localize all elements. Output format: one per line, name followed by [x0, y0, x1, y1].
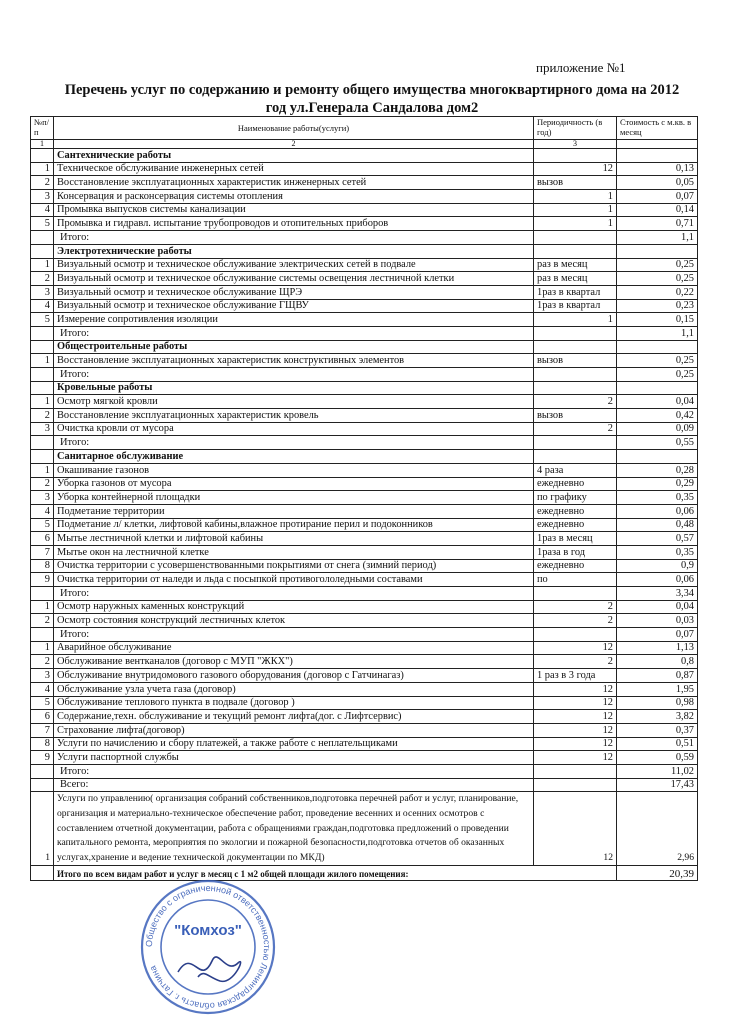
row-name: Очистка территории с усовершенствованными покрытиями от снега (зимний период): [54, 559, 534, 573]
subtotal-row: [31, 436, 698, 450]
table-row: [31, 395, 698, 409]
table-row: [31, 203, 698, 217]
table-row: [31, 559, 698, 573]
row-number: 3: [31, 285, 54, 299]
row-period: 1: [534, 190, 617, 204]
row-period: ежедневно: [534, 518, 617, 532]
row-name: Восстановление эксплуатационных характеристик кровель: [54, 409, 534, 423]
table-row: [31, 422, 698, 436]
row-name: Визуальный осмотр и техническое обслуживание ГЩВУ: [54, 299, 534, 313]
row-period: ежедневно: [534, 504, 617, 518]
table-row: [31, 682, 698, 696]
row-cost: 0,51: [617, 737, 698, 751]
row-cost: 0,09: [617, 422, 698, 436]
table-row: [31, 477, 698, 491]
title-line-1: Перечень услуг по содержанию и ремонту общего имущества многоквартирного дома на 2012: [64, 82, 680, 98]
row-cost: 0,55: [617, 436, 698, 450]
table-row: [31, 614, 698, 628]
row-cost: 0,29: [617, 477, 698, 491]
row-period: 2: [534, 614, 617, 628]
section-header-row: [31, 244, 698, 258]
row-period: 1раз в квартал: [534, 285, 617, 299]
table-row: [31, 737, 698, 751]
row-name: Мытье окон на лестничной клетке: [54, 545, 534, 559]
row-name: Итого:: [54, 436, 534, 450]
row-number: [31, 587, 54, 601]
section-title: Кровельные работы: [54, 381, 534, 395]
row-number: 4: [31, 299, 54, 313]
row-name: Итого:: [54, 587, 534, 601]
row-number: 1: [31, 600, 54, 614]
section-header-row: [31, 450, 698, 464]
row-period: 12: [534, 751, 617, 765]
row-cost: 1,1: [617, 231, 698, 245]
row-number: 3: [31, 669, 54, 683]
row-period: 1: [534, 203, 617, 217]
section-title: Санитарное обслуживание: [54, 450, 534, 464]
row-cost: [617, 340, 698, 354]
row-period: [534, 244, 617, 258]
row-period: 12: [534, 737, 617, 751]
company-stamp: [138, 877, 278, 1017]
table-row: [31, 217, 698, 231]
row-period: 4 раза: [534, 463, 617, 477]
row-period: ежедневно: [534, 559, 617, 573]
subtotal-row: [31, 587, 698, 601]
row-period: 12: [534, 792, 617, 866]
section-header-row: [31, 381, 698, 395]
row-number: 8: [31, 737, 54, 751]
row-period: раз в месяц: [534, 272, 617, 286]
row-cost: 0,48: [617, 518, 698, 532]
row-period: 2: [534, 655, 617, 669]
table-row: [31, 162, 698, 176]
row-name: Подметание л/ клетки, лифтовой кабины,влажное протирание перил и подоконников: [54, 518, 534, 532]
row-number: 2: [31, 614, 54, 628]
header-cost: Стоимость с м.кв. в месяц: [617, 117, 698, 140]
subtotal-row: [31, 231, 698, 245]
table-row: [31, 299, 698, 313]
section-header-row: [31, 340, 698, 354]
row-cost: 0,9: [617, 559, 698, 573]
row-number: 7: [31, 545, 54, 559]
row-name: Осмотр мягкой кровли: [54, 395, 534, 409]
row-name: Окашивание газонов: [54, 463, 534, 477]
row-period: [534, 436, 617, 450]
row-cost: 0,28: [617, 463, 698, 477]
grand-total-value: 20,39: [617, 866, 698, 881]
row-number: 2: [31, 477, 54, 491]
row-period: 1 раз в 3 года: [534, 669, 617, 683]
row-period: ежедневно: [534, 477, 617, 491]
row-number: 1: [31, 395, 54, 409]
row-number: 5: [31, 217, 54, 231]
row-cost: 0,25: [617, 354, 698, 368]
section-title: Электротехнические работы: [54, 244, 534, 258]
signature-scribble: [178, 957, 241, 981]
row-name: Уборка газонов от мусора: [54, 477, 534, 491]
row-period: 1раз в месяц: [534, 532, 617, 546]
table-row: [31, 696, 698, 710]
row-number: 3: [31, 491, 54, 505]
row-period: 2: [534, 422, 617, 436]
row-period: 12: [534, 723, 617, 737]
row-name: Услуги по управлению( организация собраний собственников,подготовка перечней работ и услуг, планирование, организация и материально-техническое обеспечение работ, проведение весенних и осенних осмотров с составлением отчетной документации, работа с обращениями граждан,подготовка предложений о проведении капитального ремонта, мероприятия по экологии и пожарной безопасности,подготовка отчетов об оказанных услугах,хранение и ведение технической документации по МКД): [54, 792, 534, 866]
row-cost: 0,42: [617, 409, 698, 423]
row-cost: 0,25: [617, 368, 698, 382]
row-name: Итого:: [54, 628, 534, 642]
row-cost: 0,25: [617, 258, 698, 272]
row-number: 1: [31, 463, 54, 477]
row-period: [534, 628, 617, 642]
row-cost: 0,98: [617, 696, 698, 710]
row-number: [31, 628, 54, 642]
row-name: Осмотр наружных каменных конструкций: [54, 600, 534, 614]
row-name: Страхование лифта(договор): [54, 723, 534, 737]
row-cost: 0,25: [617, 272, 698, 286]
header-num: №п/п: [31, 117, 54, 140]
row-period: 12: [534, 696, 617, 710]
table-row: [31, 504, 698, 518]
index-cell: [617, 140, 698, 149]
table-row: [31, 285, 698, 299]
row-period: 12: [534, 682, 617, 696]
row-name: Визуальный осмотр и техническое обслуживание ЩРЭ: [54, 285, 534, 299]
row-number: 5: [31, 518, 54, 532]
table-row: [31, 751, 698, 765]
row-name: Содержание,техн. обслуживание и текущий ремонт лифта(дог. с Лифтсервис): [54, 710, 534, 724]
section-title: Общестроительные работы: [54, 340, 534, 354]
row-name: Визуальный осмотр и техническое обслуживание системы освещения лестничной клетки: [54, 272, 534, 286]
row-name: Восстановление эксплуатационных характеристик конструктивных элементов: [54, 354, 534, 368]
grand-total-label: Итого по всем видам работ и услуг в месяц с 1 м2 общей площади жилого помещения:: [54, 866, 617, 881]
row-period: [534, 231, 617, 245]
row-name: Консервация и расконсервация системы отопления: [54, 190, 534, 204]
row-cost: [617, 244, 698, 258]
section-header-row: [31, 149, 698, 163]
row-cost: 3,34: [617, 587, 698, 601]
row-period: 1раз в квартал: [534, 299, 617, 313]
table-row: [31, 532, 698, 546]
row-number: [31, 231, 54, 245]
row-name: Мытье лестничной клетки и лифтовой кабины: [54, 532, 534, 546]
row-name: Промывка выпусков системы канализации: [54, 203, 534, 217]
row-number: [31, 866, 54, 881]
row-cost: 0,14: [617, 203, 698, 217]
row-number: 2: [31, 409, 54, 423]
row-period: [534, 326, 617, 340]
row-number: 4: [31, 504, 54, 518]
appendix-label: приложение №1: [536, 60, 626, 75]
subtotal-row: [31, 778, 698, 792]
row-name: Очистка кровли от мусора: [54, 422, 534, 436]
row-name: Услуги паспортной службы: [54, 751, 534, 765]
row-number: [31, 326, 54, 340]
row-cost: 0,03: [617, 614, 698, 628]
row-number: 1: [31, 354, 54, 368]
row-name: Итого:: [54, 231, 534, 245]
index-cell: 2: [54, 140, 534, 149]
row-cost: 0,07: [617, 190, 698, 204]
table-row: [31, 190, 698, 204]
row-cost: 0,06: [617, 573, 698, 587]
row-number: [31, 340, 54, 354]
row-name: Уборка контейнерной площадки: [54, 491, 534, 505]
row-cost: 0,05: [617, 176, 698, 190]
row-period: [534, 149, 617, 163]
table-row: [31, 518, 698, 532]
row-number: 3: [31, 190, 54, 204]
row-name: Услуги по начислению и сбору платежей, а также работе с неплательщиками: [54, 737, 534, 751]
row-number: 2: [31, 272, 54, 286]
subtotal-row: [31, 764, 698, 778]
table-row: [31, 669, 698, 683]
row-number: 6: [31, 710, 54, 724]
row-number: 1: [31, 641, 54, 655]
subtotal-row: [31, 628, 698, 642]
row-cost: [617, 381, 698, 395]
row-name: Обслуживание узла учета газа (договор): [54, 682, 534, 696]
row-name: Измерение сопротивления изоляции: [54, 313, 534, 327]
row-name: Подметание территории: [54, 504, 534, 518]
row-number: 9: [31, 573, 54, 587]
row-number: 4: [31, 682, 54, 696]
row-name: Всего:: [54, 778, 534, 792]
row-number: 1: [31, 162, 54, 176]
row-number: [31, 778, 54, 792]
row-name: Осмотр состояния конструкций лестничных клеток: [54, 614, 534, 628]
row-period: 2: [534, 395, 617, 409]
row-name: Техническое обслуживание инженерных сетей: [54, 162, 534, 176]
row-period: [534, 764, 617, 778]
row-cost: 0,07: [617, 628, 698, 642]
row-cost: 1,13: [617, 641, 698, 655]
row-period: 1раза в год: [534, 545, 617, 559]
row-cost: 1,95: [617, 682, 698, 696]
subtotal-row: [31, 326, 698, 340]
row-period: 2: [534, 600, 617, 614]
section-title: Сантехнические работы: [54, 149, 534, 163]
services-table-body: [31, 117, 698, 792]
row-number: 1: [31, 792, 54, 866]
row-period: 12: [534, 710, 617, 724]
table-index-row: [31, 140, 698, 149]
row-period: 12: [534, 162, 617, 176]
row-period: 12: [534, 641, 617, 655]
table-row: [31, 354, 698, 368]
row-period: 1: [534, 217, 617, 231]
row-number: 3: [31, 422, 54, 436]
table-row: [31, 710, 698, 724]
row-period: вызов: [534, 176, 617, 190]
row-cost: 2,96: [617, 792, 698, 866]
row-number: 6: [31, 532, 54, 546]
row-period: [534, 587, 617, 601]
row-name: Обслуживание вентканалов (договор с МУП "ЖКХ"): [54, 655, 534, 669]
row-name: Визуальный осмотр и техническое обслуживание электрических сетей в подвале: [54, 258, 534, 272]
row-period: по: [534, 573, 617, 587]
table-row: [31, 655, 698, 669]
row-number: [31, 244, 54, 258]
row-name: Восстановление эксплуатационных характеристик инженерных сетей: [54, 176, 534, 190]
index-cell: 3: [534, 140, 617, 149]
stamp-ring-text: Общество с ограниченной ответственностью Ленинградская область г. Гатчина: [143, 882, 273, 1012]
management-row: [31, 792, 698, 866]
grand-total-row: [31, 866, 698, 881]
row-cost: 0,35: [617, 545, 698, 559]
row-number: 5: [31, 313, 54, 327]
row-cost: 0,59: [617, 751, 698, 765]
table-row: [31, 600, 698, 614]
row-cost: 0,71: [617, 217, 698, 231]
subtotal-row: [31, 368, 698, 382]
index-cell: 1: [31, 140, 54, 149]
table-row: [31, 641, 698, 655]
row-cost: 11,02: [617, 764, 698, 778]
row-number: 8: [31, 559, 54, 573]
row-number: [31, 381, 54, 395]
row-cost: 0,22: [617, 285, 698, 299]
table-row: [31, 258, 698, 272]
row-cost: 0,06: [617, 504, 698, 518]
row-cost: 1,1: [617, 326, 698, 340]
services-table-footer: [31, 792, 698, 881]
row-cost: 3,82: [617, 710, 698, 724]
row-number: [31, 368, 54, 382]
row-cost: 0,37: [617, 723, 698, 737]
row-cost: 0,8: [617, 655, 698, 669]
row-number: 5: [31, 696, 54, 710]
row-number: 9: [31, 751, 54, 765]
row-period: 1: [534, 313, 617, 327]
row-cost: 0,04: [617, 600, 698, 614]
row-period: вызов: [534, 354, 617, 368]
row-name: Промывка и гидравл. испытание трубопроводов и отопительных приборов: [54, 217, 534, 231]
row-period: [534, 381, 617, 395]
table-header-row: [31, 117, 698, 140]
row-number: [31, 149, 54, 163]
row-number: [31, 450, 54, 464]
document-title: [30, 81, 714, 117]
table-row: [31, 409, 698, 423]
table-row: [31, 313, 698, 327]
row-number: [31, 436, 54, 450]
row-period: [534, 450, 617, 464]
row-number: 2: [31, 176, 54, 190]
table-row: [31, 545, 698, 559]
row-cost: 0,35: [617, 491, 698, 505]
row-period: [534, 778, 617, 792]
row-period: [534, 368, 617, 382]
stamp-center-text: "Комхоз": [174, 922, 242, 939]
row-cost: 0,15: [617, 313, 698, 327]
title-line-2: год ул.Генерала Сандалова дом2: [265, 100, 479, 116]
row-period: по графику: [534, 491, 617, 505]
row-period: [534, 340, 617, 354]
row-number: [31, 764, 54, 778]
table-row: [31, 463, 698, 477]
row-period: вызов: [534, 409, 617, 423]
table-row: [31, 491, 698, 505]
row-number: 4: [31, 203, 54, 217]
row-name: Аварийное обслуживание: [54, 641, 534, 655]
row-name: Итого:: [54, 368, 534, 382]
row-period: раз в месяц: [534, 258, 617, 272]
row-cost: 0,57: [617, 532, 698, 546]
row-name: Обслуживание теплового пункта в подвале (договор ): [54, 696, 534, 710]
row-cost: 0,13: [617, 162, 698, 176]
table-row: [31, 723, 698, 737]
table-row: [31, 272, 698, 286]
row-name: Очистка территории от наледи и льда с посыпкой противогололедными составами: [54, 573, 534, 587]
row-cost: [617, 450, 698, 464]
row-name: Итого:: [54, 326, 534, 340]
row-cost: [617, 149, 698, 163]
header-name: Наименование работы(услуги): [54, 117, 534, 140]
row-cost: 0,04: [617, 395, 698, 409]
row-cost: 0,87: [617, 669, 698, 683]
row-cost: 0,23: [617, 299, 698, 313]
table-row: [31, 573, 698, 587]
header-period: Периодичность (в год): [534, 117, 617, 140]
row-number: 7: [31, 723, 54, 737]
row-number: 2: [31, 655, 54, 669]
services-table: [30, 116, 698, 881]
row-name: Итого:: [54, 764, 534, 778]
row-cost: 17,43: [617, 778, 698, 792]
row-name: Обслуживание внутридомового газового оборудования (договор с Гатчинагаз): [54, 669, 534, 683]
table-row: [31, 176, 698, 190]
row-number: 1: [31, 258, 54, 272]
